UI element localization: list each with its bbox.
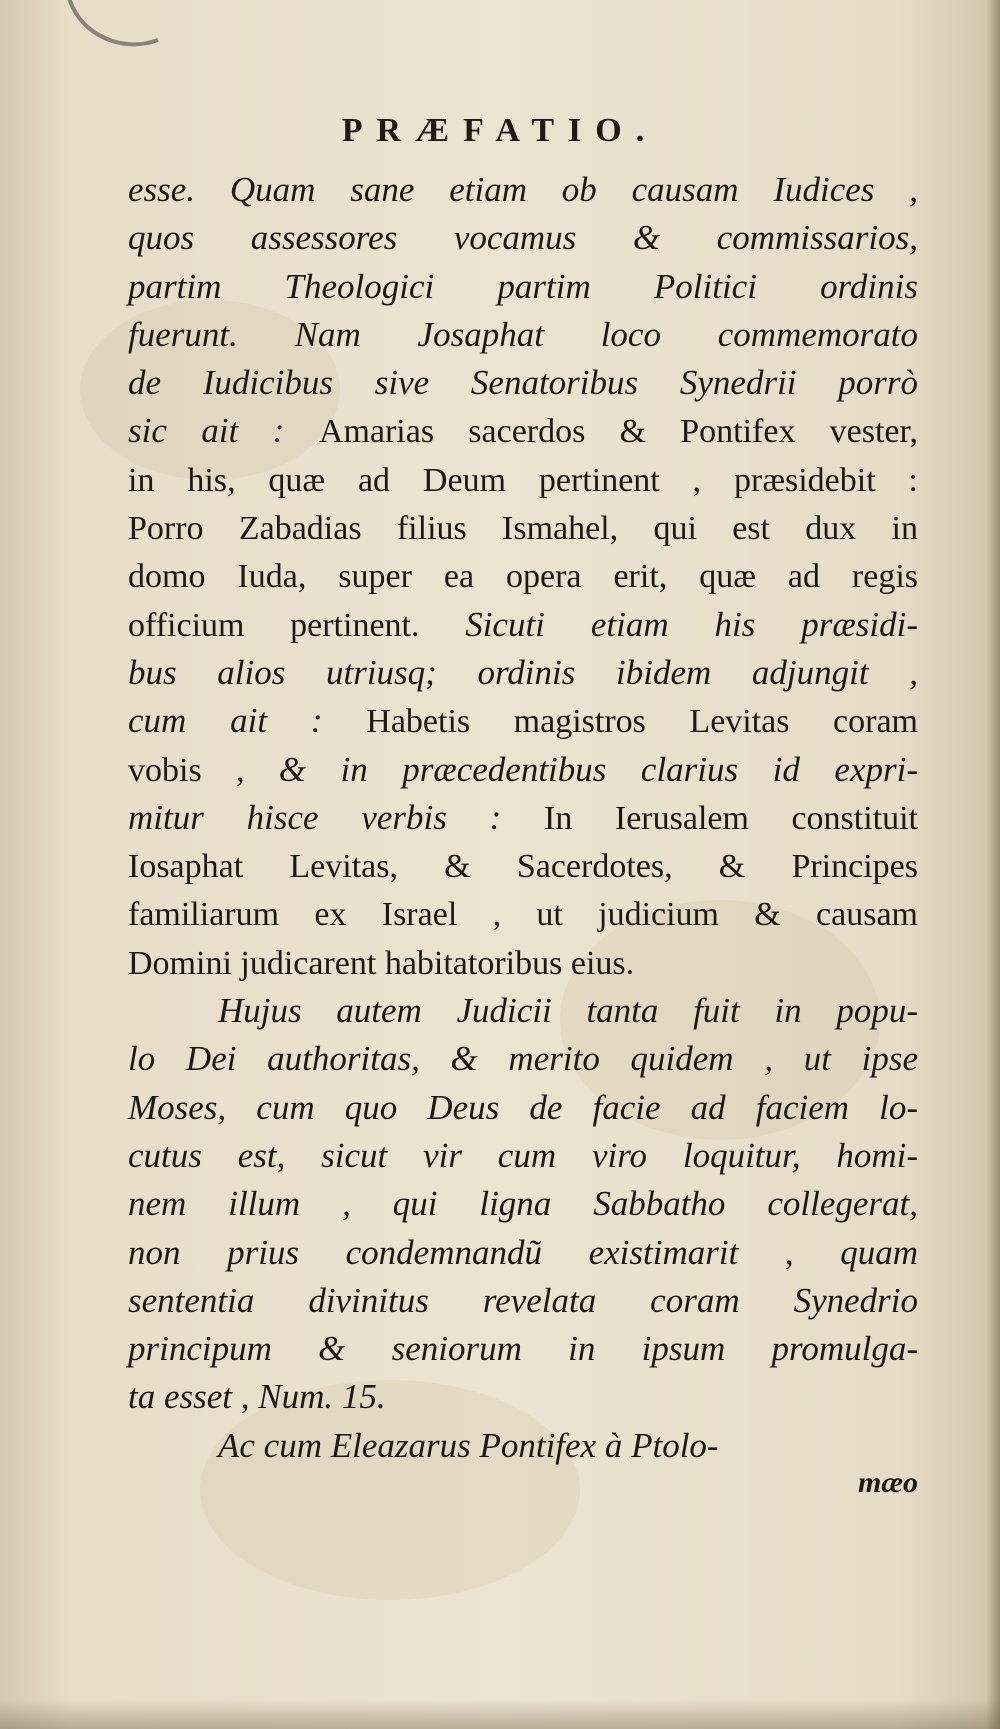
text-line (128, 1084, 918, 1132)
roman-text: Iosaphat Levitas, & Sacerdotes, & Principes (128, 848, 918, 886)
text-line (128, 601, 918, 649)
text-line (128, 1277, 918, 1325)
text-line (128, 939, 918, 987)
italic-text: sententia divinitus revelata coram Synedrio (128, 1280, 918, 1320)
text-line (128, 794, 918, 842)
text-line (128, 1325, 918, 1373)
italic-text: & in præcedentibus clarius id expri- (278, 749, 918, 789)
roman-text: In Ierusalem constituit (544, 799, 919, 837)
italic-text: non prius condemnandũ existimarit , quam (128, 1232, 918, 1272)
italic-text: Ac cum Eleazarus Pontifex à Ptolo- (218, 1425, 719, 1465)
italic-text: Sicuti etiam his præsidi- (465, 604, 918, 644)
page-bottom-shadow (0, 1699, 1000, 1729)
italic-text: ta esset , Num. 15. (128, 1377, 386, 1417)
text-line (128, 842, 918, 890)
text-line (128, 649, 918, 697)
text-line (128, 890, 918, 938)
text-line (128, 166, 918, 214)
text-line (128, 1132, 918, 1180)
text-line (128, 504, 918, 552)
italic-text: cum ait : (128, 701, 367, 741)
roman-text: in his, quæ ad Deum pertinent , præsidebit : (128, 461, 918, 499)
italic-text: Hujus autem Judicii tanta fuit in popu- (218, 991, 918, 1031)
catchword: mæo (858, 1466, 918, 1499)
text-line (128, 1373, 918, 1421)
text-line (128, 697, 918, 745)
italic-text: quos assessores vocamus & commissarios, (128, 218, 918, 258)
text-line (128, 263, 918, 311)
roman-text: domo Iuda, super ea opera erit, quæ ad regis (128, 558, 918, 596)
italic-text: bus alios utriusq; ordinis ibidem adjungit , (128, 652, 918, 692)
running-title: PRÆFATIO. (341, 112, 659, 149)
italic-text: lo Dei authoritas, & merito quidem , ut ipse (128, 1039, 918, 1079)
roman-text: officium pertinent. (128, 606, 466, 644)
text-line (128, 456, 918, 504)
roman-text: Porro Zabadias filius Ismahel, qui est dux in (128, 510, 918, 548)
italic-text: principum & seniorum in ipsum promulga- (128, 1329, 918, 1369)
italic-text: nem illum , qui ligna Sabbatho collegerat, (128, 1184, 918, 1224)
roman-text: Amarias sacerdos & Pontifex vester, (318, 413, 918, 451)
italic-text: de Iudicibus sive Senatoribus Synedrii porrò (128, 363, 918, 403)
page-edge-shadow (986, 0, 1000, 1729)
text-line (128, 746, 918, 794)
text-line (128, 1229, 918, 1277)
text-line (128, 987, 918, 1035)
text-line (128, 1035, 918, 1083)
roman-text: Domini judicarent habitatoribus eius. (128, 944, 635, 982)
roman-text: familiarum ex Israel , ut judicium & causam (128, 896, 918, 934)
text-line (128, 214, 918, 262)
italic-text: fuerunt. Nam Josaphat loco commemorato (128, 314, 918, 354)
binding-thread (58, 0, 178, 70)
text-line (128, 359, 918, 407)
text-line (128, 552, 918, 600)
roman-text: vobis , (128, 751, 279, 789)
text-line (128, 1422, 918, 1470)
italic-text: Moses, cum quo Deus de facie ad faciem lo- (128, 1087, 918, 1127)
text-line (128, 311, 918, 359)
text-line (128, 407, 918, 455)
italic-text: esse. Quam sane etiam ob causam Iudices , (128, 170, 918, 209)
italic-text: partim Theologici partim Politici ordinis (128, 266, 918, 306)
italic-text: sic ait : (128, 411, 319, 451)
italic-text: mitur hisce verbis : (128, 797, 545, 837)
page-text (128, 166, 918, 1470)
italic-text: cutus est, sicut vir cum viro loquitur, homi- (128, 1135, 918, 1175)
roman-text: Habetis magistros Levitas coram (366, 703, 918, 741)
text-line (128, 1180, 918, 1228)
